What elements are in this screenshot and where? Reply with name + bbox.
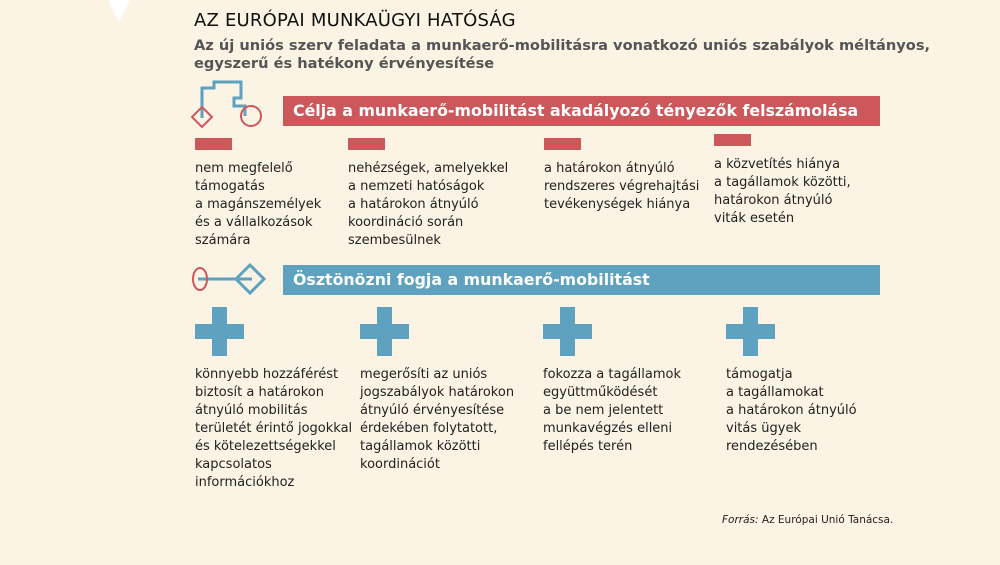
item-text: támogatás bbox=[195, 179, 265, 194]
item-text: a magánszemélyek bbox=[195, 197, 322, 212]
item-text: átnyúló mobilitás bbox=[195, 403, 308, 418]
item-text: és kötelezettségekkel bbox=[195, 439, 336, 454]
red-dash-marker bbox=[714, 134, 751, 146]
item-text: szembesülnek bbox=[348, 233, 441, 248]
path-diamond-circle-icon bbox=[188, 80, 268, 130]
page-subtitle bbox=[194, 37, 931, 73]
obstacle-item bbox=[195, 138, 321, 250]
section-heading-obstacles: Célja a munkaerő-mobilitást akadályozó tényezők felszámolása bbox=[283, 96, 880, 126]
item-text: fellépés terén bbox=[543, 439, 633, 454]
item-text: nem megfelelő bbox=[195, 161, 293, 176]
subtitle-line: Az új uniós szerv feladata a munkaerő-mobilitásra vonatkozó uniós szabályok méltányos, bbox=[194, 37, 931, 54]
item-text: tevékenységek hiánya bbox=[544, 197, 691, 212]
item-text: a határokon átnyúló bbox=[726, 403, 857, 418]
item-text: viták esetén bbox=[714, 211, 795, 226]
item-text: a be nem jelentett bbox=[543, 403, 664, 418]
item-text: határokon átnyúló bbox=[714, 193, 833, 208]
item-text: biztosít a határokon bbox=[195, 385, 324, 400]
item-text: számára bbox=[195, 233, 251, 248]
obstacle-item bbox=[544, 138, 699, 214]
promote-item bbox=[543, 307, 681, 456]
circle-line-diamond-icon bbox=[190, 262, 270, 296]
page-title: AZ EURÓPAI MUNKAÜGYI HATÓSÁG bbox=[194, 10, 516, 31]
red-dash-marker bbox=[195, 138, 232, 150]
top-notch-decoration bbox=[97, 0, 141, 22]
item-text: rendezésében bbox=[726, 439, 818, 454]
obstacle-item bbox=[714, 134, 851, 228]
item-text: a közvetítés hiánya bbox=[714, 157, 841, 172]
item-text: a tagállamokat bbox=[726, 385, 824, 400]
item-text: rendszeres végrehajtási bbox=[544, 179, 700, 194]
item-text: megerősíti az uniós bbox=[360, 367, 488, 382]
item-text: a határokon átnyúló bbox=[348, 197, 479, 212]
plus-icon bbox=[726, 307, 775, 356]
item-text: a nemzeti hatóságok bbox=[348, 179, 485, 194]
plus-icon bbox=[360, 307, 409, 356]
item-text: munkavégzés elleni bbox=[543, 421, 673, 436]
source-note bbox=[722, 514, 893, 526]
item-text: fokozza a tagállamok bbox=[543, 367, 682, 382]
item-text: nehézségek, amelyekkel bbox=[348, 161, 509, 176]
item-text: érdekében folytatott, bbox=[360, 421, 498, 436]
item-text: információkhoz bbox=[195, 475, 295, 490]
item-text: tagállamok közötti bbox=[360, 439, 481, 454]
plus-icon bbox=[195, 307, 244, 356]
red-dash-marker bbox=[544, 138, 581, 150]
item-text: könnyebb hozzáférést bbox=[195, 367, 339, 382]
item-text: és a vállalkozások bbox=[195, 215, 313, 230]
item-text: területét érintő jogokkal bbox=[195, 421, 353, 436]
item-text: vitás ügyek bbox=[726, 421, 801, 436]
item-text: kapcsolatos bbox=[195, 457, 272, 472]
item-text: jogszabályok határokon bbox=[360, 385, 515, 400]
item-text: a határokon átnyúló bbox=[544, 161, 675, 176]
plus-icon bbox=[543, 307, 592, 356]
promote-item bbox=[195, 307, 352, 492]
item-text: átnyúló érvényesítése bbox=[360, 403, 505, 418]
item-text: együttműködését bbox=[543, 385, 658, 400]
source-label: Forrás: bbox=[722, 514, 759, 526]
section-heading-promote: Ösztönözni fogja a munkaerő-mobilitást bbox=[283, 265, 880, 295]
item-text: koordináció során bbox=[348, 215, 464, 230]
item-text: támogatja bbox=[726, 367, 793, 382]
item-text: koordinációt bbox=[360, 457, 440, 472]
red-dash-marker bbox=[348, 138, 385, 150]
item-text: a tagállamok közötti, bbox=[714, 175, 851, 190]
promote-item bbox=[726, 307, 857, 456]
promote-item bbox=[360, 307, 514, 474]
obstacle-item bbox=[348, 138, 508, 250]
source-text: Az Európai Unió Tanácsa. bbox=[758, 514, 894, 526]
subtitle-line: egyszerű és hatékony érvényesítése bbox=[194, 55, 495, 72]
